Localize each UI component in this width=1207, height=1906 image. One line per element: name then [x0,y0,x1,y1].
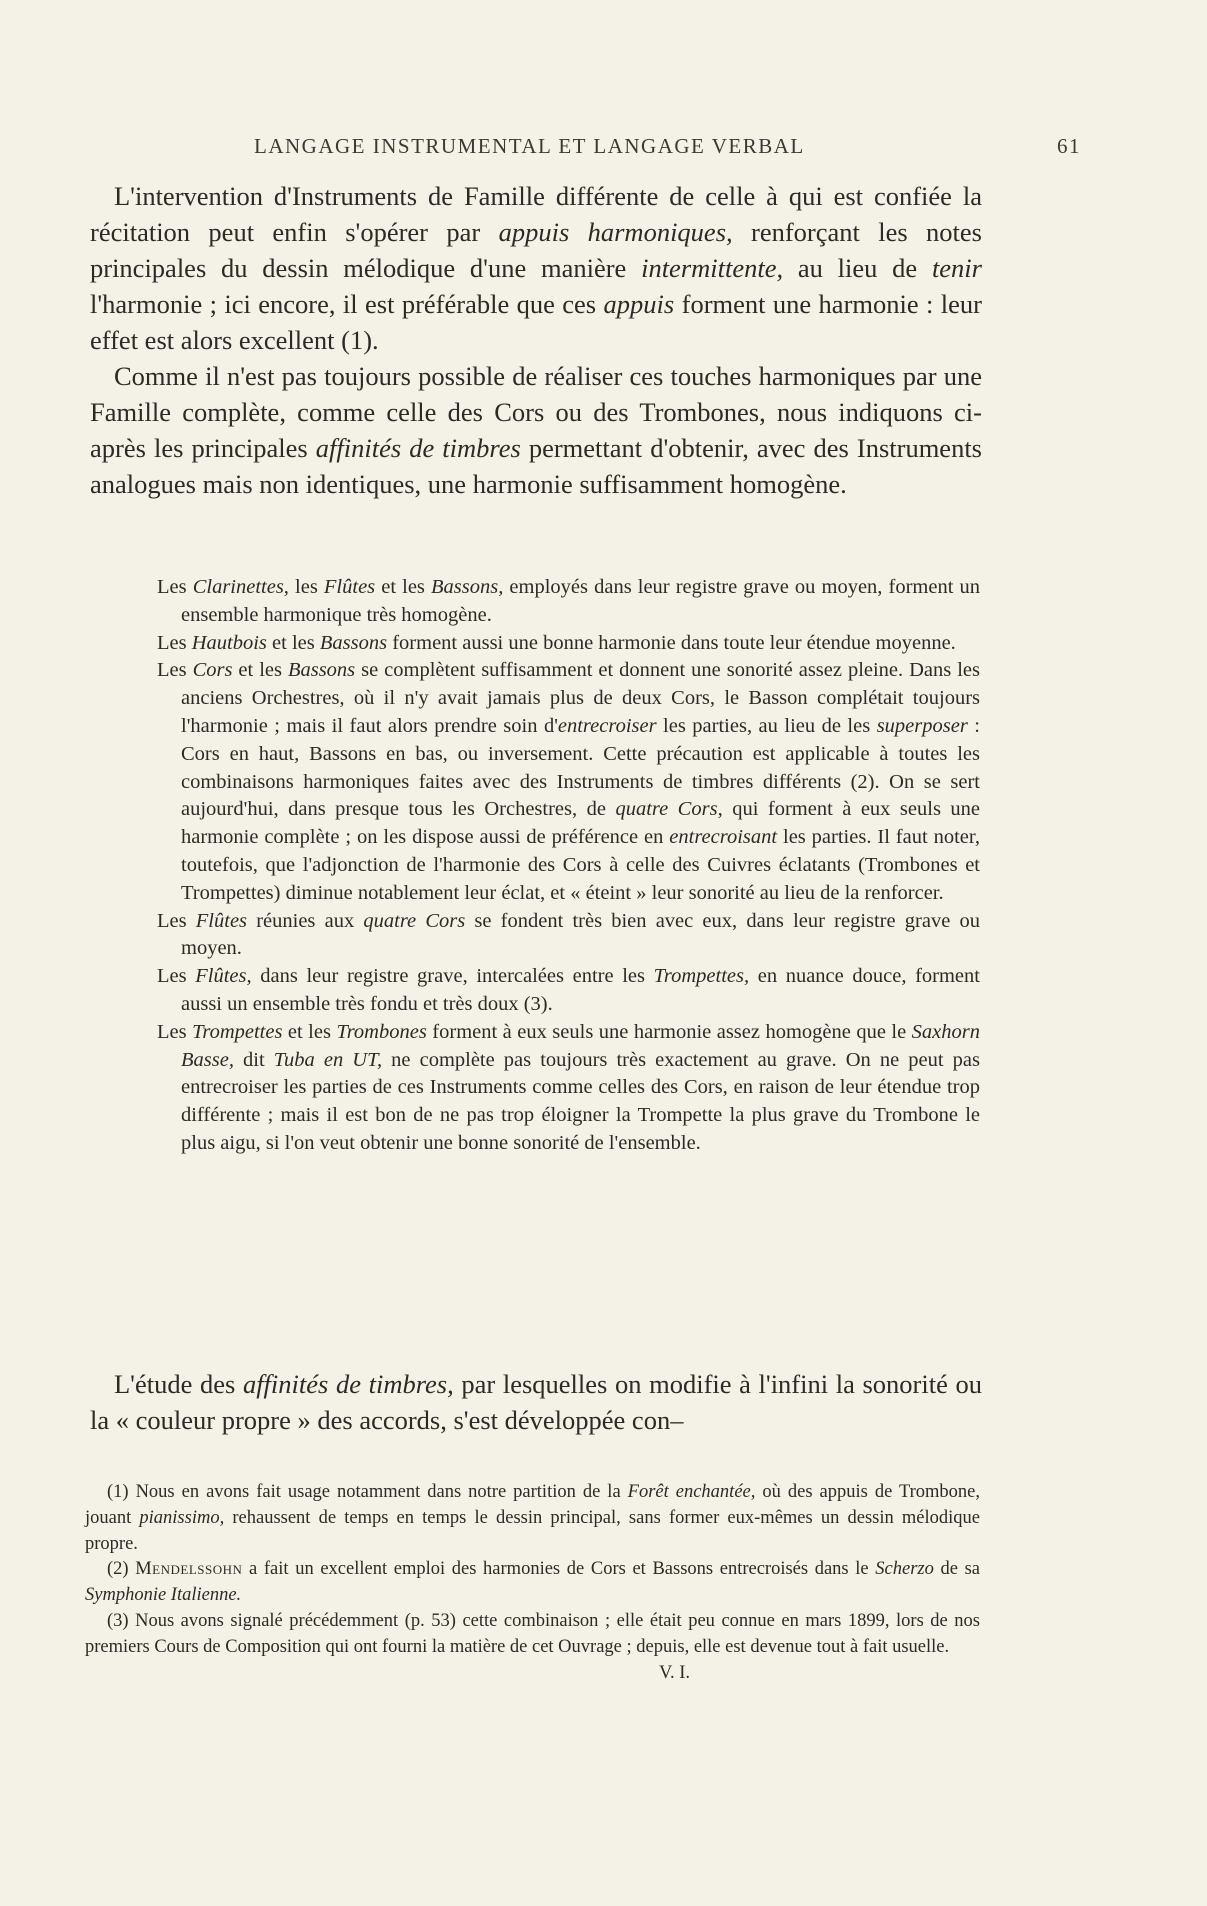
emphasis: appuis harmoniques, [498,217,733,247]
emphasis: Hautbois [191,631,267,654]
text-run: les parties, au lieu de les [656,714,877,737]
emphasis: Flûtes, [195,965,252,988]
emphasis: pianissimo, [139,1507,225,1528]
emphasis: Trombones [336,1020,427,1043]
text-run: : Cors en haut, Bassons en bas, ou inversement. Cette précaution est applicable à toutes les combinaisons harmoniques faites avec des Instruments de timbres différents (2). On se sert aujourd'hui, dans presque tous les Orchestres, de [181,714,980,821]
text-run: et les [375,576,431,598]
emphasis: Symphonie Italienne. [85,1585,242,1606]
text-run: se fondent très bien avec eux, dans leur registre grave ou moyen. [181,909,980,960]
emphasis: Clarinettes, [192,576,289,598]
text-run: Comme il n'est pas toujours possible de réaliser ces touches harmoniques par une Famille complète, comme celle des Cors ou des Trombones, nous indiquons ci-après les principales [90,361,982,463]
text-run: forment une harmonie : leur effet est alors excellent (1). [90,289,982,355]
emphasis: affinités de timbres, [242,1369,454,1399]
list-item [157,1019,980,1158]
emphasis: entrecroiser [557,714,657,737]
text-run: (3) Nous avons signalé précédemment (p. 53) cette combinaison ; elle était peu connue en mars 1899, lors de nos premiers Cours de Composition qui ont fourni la matière de cet Ouvrage ; depuis, elle est devenue tout à fait usuelle. [85,1610,980,1657]
signature: V. I. [658,1662,690,1683]
emphasis: Trompettes, [653,965,750,988]
text-run: dans leur registre grave, intercalées entre les [251,965,654,988]
paragraph-2 [90,358,982,502]
paragraph-3 [90,1366,982,1438]
text-run: L'intervention d'Instruments de Famille différente de celle à qui est confiée la récitation peut enfin s'opérer par [90,181,982,247]
text-run: forment à eux seuls une harmonie assez homogène que le [426,1020,912,1043]
list-item [157,963,980,1019]
footnote-3 [85,1609,980,1683]
emphasis: Forêt enchantée, [627,1482,756,1502]
text-run: rehaussent de temps en temps le dessin principal, sans former eux-mêmes un dessin mélodique propre. [85,1507,980,1554]
text-run: employés dans leur registre grave ou moyen, forment un ensemble harmonique très homogène. [181,576,980,626]
text-run: renforçant les notes principales du dessin mélodique d'une manière [90,217,982,283]
text-run: L'étude des [114,1369,243,1399]
text-run: réunies aux [247,909,364,932]
text-run: l'harmonie ; ici encore, il est préférable que ces [90,289,604,319]
text-run: Les [157,631,192,654]
emphasis: intermittente, [641,253,784,283]
text-run: qui forment à eux seuls une harmonie complète ; on les dispose aussi de préférence en [181,798,981,849]
text-run: où des appuis de Trombone, jouant [85,1482,980,1528]
text-run: Les [157,965,196,988]
text-run: les [288,576,324,598]
text-run: et les [266,631,320,654]
timbre-list [157,574,980,1158]
text-run: Les [157,659,193,682]
emphasis: Bassons [319,631,388,654]
footnote-2 [85,1557,980,1609]
emphasis: quatre Cors, [615,798,723,821]
emphasis: appuis [603,289,675,319]
emphasis: Cors [192,659,233,682]
emphasis: quatre Cors [363,909,466,932]
emphasis: Flûtes [195,909,248,932]
text-run: dit [233,1048,274,1071]
paragraph-1 [90,178,982,358]
list-item [157,630,980,658]
text-run: forment aussi une bonne harmonie dans toute leur étendue moyenne. [387,631,956,654]
text-run: se complètent suffisamment et donnent une sonorité assez pleine. Dans les anciens Orchestres, où il n'y avait jamais plus de deux Cors, le Basson complétait toujours l'harmonie ; mais il faut alors prendre soin d' [181,659,980,737]
footnotes [85,1480,980,1686]
text-run: a fait un excellent emploi des harmonies de Cors et Bassons entrecroisés dans le [242,1559,876,1580]
text-run: et les [282,1020,337,1043]
main-text [90,178,982,502]
page-number: 61 [1057,134,1081,158]
footnote-1 [85,1480,980,1557]
list-item [157,908,980,964]
author-name: Mendelssohn [135,1559,243,1580]
text-run: de sa [933,1559,980,1580]
emphasis: affinités de timbres [315,433,521,463]
list-item [157,657,981,907]
emphasis: Flûtes [323,576,376,598]
text-run: et les [232,659,288,682]
emphasis: entrecroisant [669,826,778,849]
text-run: permettant d'obtenir, avec des Instruments analogues mais non identiques, une harmonie suffisamment homogène. [90,433,982,499]
emphasis: superposer [876,714,968,737]
emphasis: Bassons [287,659,356,682]
text-run: au lieu de [783,253,932,283]
text-run: par lesquelles on modifie à l'infini la sonorité ou la « couleur propre » des accords, s'est développée con– [90,1369,982,1435]
text-run: Les [157,576,193,598]
emphasis: Scherzo [875,1559,934,1580]
emphasis: Bassons, [431,576,504,598]
text-run: en nuance douce, forment aussi un ensemble très fondu et très doux (3). [181,965,980,1015]
list-item [157,574,980,630]
emphasis: tenir [931,253,982,283]
text-run: (2) [107,1559,136,1580]
text-run: les parties. Il faut noter, toutefois, que l'adjonction de l'harmonie des Cors à celle des Cuivres éclatants (Trombones et Trompettes) diminue notablement leur éclat, et « éteint » leur sonorité au lieu de la renforcer. [181,826,980,904]
text-run: ne complète pas toujours très exactement au grave. On ne peut pas entrecroiser les parties de ces Instruments comme celles des Cors, en raison de leur étendue trop différente ; mais il est bon de ne pas trop éloigner la Trompette la plus grave du Trombone le plus aigu, si l'on veut obtenir une bonne sonorité de l'ensemble. [181,1048,980,1154]
running-header [90,134,1090,164]
emphasis: Saxhorn Basse, [181,1020,980,1071]
text-run: Les [157,1020,193,1043]
text-run: (1) Nous en avons fait usage notamment dans notre partition de la [107,1482,628,1502]
text-run: Les [157,909,196,932]
emphasis: Trompettes [192,1020,283,1043]
running-title: LANGAGE INSTRUMENTAL ET LANGAGE VERBAL [254,134,805,158]
emphasis: Tuba en UT, [273,1048,383,1071]
